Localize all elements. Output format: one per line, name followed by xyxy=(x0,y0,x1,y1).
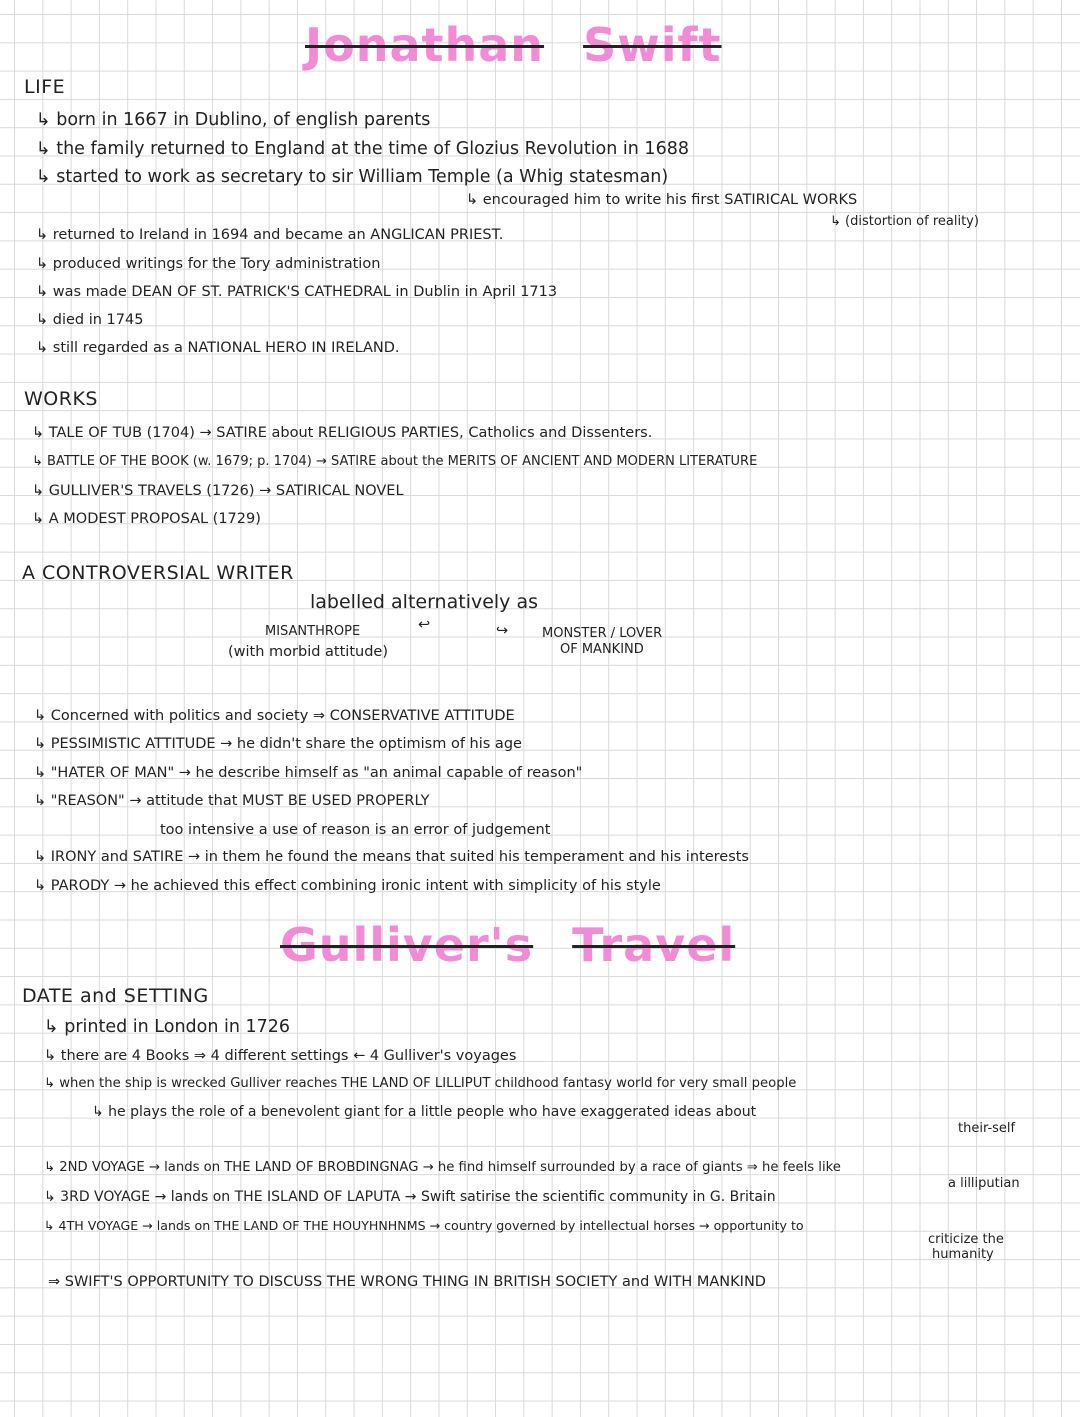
life-line: ↳ died in 1745 xyxy=(36,312,144,328)
title-last-name: Swift xyxy=(583,18,722,72)
life-line: ↳ was made DEAN OF ST. PATRICK'S CATHEDRAL in Dublin in April 1713 xyxy=(36,284,558,300)
life-heading: LIFE xyxy=(24,76,66,98)
title-jonathan-swift xyxy=(305,18,721,72)
right-arrow: ↪ xyxy=(496,623,509,639)
works-line: ↳ TALE OF TUB (1704) → SATIRE about RELIGIOUS PARTIES, Catholics and Dissenters. xyxy=(32,425,653,441)
misanthrope-label: MISANTHROPE xyxy=(265,624,361,639)
misanthrope-note: (with morbid attitude) xyxy=(228,644,388,660)
date-setting-line: ↳ printed in London in 1726 xyxy=(44,1017,291,1037)
controversial-line: ↳ IRONY and SATIRE → in them he found the means that suited his temperament and his interests xyxy=(34,849,749,865)
title-gullivers-travel xyxy=(280,918,735,972)
controversial-line: ↳ PARODY → he achieved this effect combining ironic intent with simplicity of his style xyxy=(34,878,661,894)
date-setting-line: a lilliputian xyxy=(948,1176,1020,1191)
life-line: ↳ produced writings for the Tory administration xyxy=(36,256,381,272)
title-gulliver: Gulliver's xyxy=(280,918,534,972)
date-setting-heading: DATE and SETTING xyxy=(22,985,209,1007)
controversial-line: ↳ Concerned with politics and society ⇒ CONSERVATIVE ATTITUDE xyxy=(34,708,515,724)
date-setting-line: their-self xyxy=(958,1121,1016,1136)
controversial-line: ↳ "HATER OF MAN" → he describe himself as "an animal capable of reason" xyxy=(34,765,583,781)
monster-label-2: OF MANKIND xyxy=(560,642,644,657)
monster-label: MONSTER / LOVER xyxy=(542,626,663,641)
date-setting-line: ↳ 3RD VOYAGE → lands on THE ISLAND OF LAPUTA → Swift satirise the scientific community in G. Britain xyxy=(44,1189,776,1205)
date-setting-line: ↳ 4TH VOYAGE → lands on THE LAND OF THE HOUYHNHNMS → country governed by intellectual horses → opportunity to xyxy=(44,1218,804,1233)
date-setting-conclusion: ⇒ SWIFT'S OPPORTUNITY TO DISCUSS THE WRONG THING IN BRITISH SOCIETY and WITH MANKIND xyxy=(48,1274,766,1290)
life-line: ↳ encouraged him to write his first SATIRICAL WORKS xyxy=(466,192,858,208)
date-setting-line: ↳ when the ship is wrecked Gulliver reaches THE LAND OF LILLIPUT childhood fantasy world for very small people xyxy=(44,1076,797,1091)
controversial-line: ↳ "REASON" → attitude that MUST BE USED PROPERLY xyxy=(34,793,430,809)
title-travel: Travel xyxy=(572,918,736,972)
works-heading: WORKS xyxy=(24,388,98,410)
life-line: ↳ started to work as secretary to sir William Temple (a Whig statesman) xyxy=(36,167,669,187)
left-arrow: ↩ xyxy=(418,617,431,633)
life-line: ↳ (distortion of reality) xyxy=(830,214,979,229)
title-first-name: Jonathan xyxy=(305,18,545,72)
date-setting-line: criticize the xyxy=(928,1232,1004,1247)
date-setting-line: humanity xyxy=(932,1247,994,1262)
labelled-alternatively: labelled alternatively as xyxy=(310,591,539,613)
works-line: ↳ GULLIVER'S TRAVELS (1726) → SATIRICAL NOVEL xyxy=(32,483,404,499)
life-line: ↳ born in 1667 in Dublino, of english parents xyxy=(36,110,431,130)
date-setting-line: ↳ 2ND VOYAGE → lands on THE LAND OF BROBDINGNAG → he find himself surrounded by a race of giants ⇒ he feels like xyxy=(44,1160,841,1175)
date-setting-line: ↳ there are 4 Books ⇒ 4 different settings ← 4 Gulliver's voyages xyxy=(44,1048,517,1064)
works-line: ↳ BATTLE OF THE BOOK (w. 1679; p. 1704) → SATIRE about the MERITS OF ANCIENT AND MODERN LITERATURE xyxy=(32,454,758,469)
life-line: ↳ returned to Ireland in 1694 and became an ANGLICAN PRIEST. xyxy=(36,227,504,243)
life-line: ↳ still regarded as a NATIONAL HERO IN IRELAND. xyxy=(36,340,400,356)
works-line: ↳ A MODEST PROPOSAL (1729) xyxy=(32,511,261,527)
controversial-heading: A CONTROVERSIAL WRITER xyxy=(22,562,294,584)
life-line: ↳ the family returned to England at the time of Glozius Revolution in 1688 xyxy=(36,139,689,159)
controversial-line: ↳ PESSIMISTIC ATTITUDE → he didn't share the optimism of his age xyxy=(34,736,522,752)
date-setting-line: ↳ he plays the role of a benevolent giant for a little people who have exaggerated ideas about xyxy=(92,1104,757,1120)
controversial-line: too intensive a use of reason is an error of judgement xyxy=(160,822,551,838)
